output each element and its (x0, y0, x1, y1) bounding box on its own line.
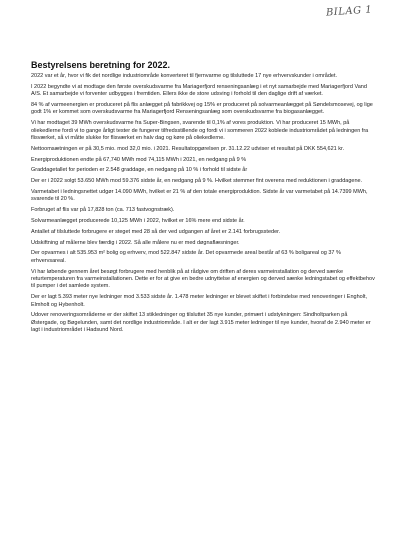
appendix-stamp: BILAG 1 (325, 4, 373, 19)
paragraph-7: Graddagetallet for perioden er 2.548 graddage, en nedgang på 10 % i forhold til sidste år (31, 167, 248, 174)
paragraph-12: Antallet af tilsluttede forbrugere er steget med 28 så der ved udgangen af året er 2.141 forbrugssteder. (31, 228, 281, 235)
paragraph-10: Forbruget af flis var på 17,828 ton (ca. 713 fastvognstræk). (31, 207, 175, 214)
paragraph-15: Vi har løbende gennem året besøgt forbrugere med henblik på at rådgive om driften af deres varmeinstallation og derved sænke returtemperaturen fra varmeinstallationen. Dette er for at give en bedre udnyttelse af energien og derved sænke ledningstabet og effektbehov til pumper i det samlede system. (31, 268, 375, 290)
paragraph-8: Der er i 2022 solgt 53.650 MWh mod 59.376 sidste år, en nedgang på 9 %. Hvilket stemmer fint overens med reduktionen i graddagene. (31, 178, 363, 185)
paragraph-2: I 2022 begyndte vi at modtage den første overskudsvarme fra Mariagerfjord renseningsanlæg i et nyt samarbejde med Mariagerfjord Vand A/S. Et samarbejde vi forventer udbygges i fremtiden. Ellers ikke de store udsving i forhold til den daglige drift af værket. (31, 83, 367, 98)
paragraph-5: Nettoomsætningen er på 30,5 mio. mod 32,0 mio. i 2021. Resultatopgørelsen pr. 31.12.22 udviser et resultat på DKK 554,621 kr. (31, 145, 345, 152)
paragraph-1: 2022 var et år, hvor vi fik det nordlige industriområde konverteret til fjernvarme og tilsluttede 17 nye erhvervskunder i området. (31, 73, 338, 79)
paragraph-6: Energiproduktionen endte på 67,740 MWh mod 74,115 MWh i 2021, en nedgang på 9 % (31, 156, 247, 163)
paragraph-9: Varmetabet i ledningsnettet udgør 14.090 MWh, hvilket er 21 % af den totale energiproduktion. Sidste år var varmetabet på 14.7399 MWh, svarende til 20 %. (31, 189, 368, 203)
paragraph-3: 84 % af varmeenergien er produceret på flis anlægget på fabrikkvej og 15% er produceret på solvarmeanlægget på Søndelsmosevej, og lige godt 1% er kommet som overskudsvarme fra Mariagerfjord Renseningsanlæg som overskudsvarme fra biogasanlægget. (31, 102, 373, 116)
paragraph-4: Vi har modtaget 39 MWh overskudsvarme fra Super-Bingsen, svarende til 0,1% af vores produktion. Vi har produceret 15 MWh, på oliekedlerne fordi vi to gange årligt tester de fungerer tilfredsstillende og fordi vi i sommeren 2022 koblede industriområdet på ledningen fra flisværket, så vi måtte slukke for flisværket en halv dag og køre på oliekedlerne. (31, 120, 369, 142)
paragraph-14: Der opvarmes i alt 535.953 m² bolig og erhverv, mod 522.847 sidste år. Det opvarmede areal består af 63 % boligareal og 37 % erhvervsareal. (31, 250, 341, 264)
paragraph-13: Udskiftning af målerne blev færdig i 2022. Så alle målere nu er med døgnaflæsninger. (31, 239, 240, 246)
paragraph-16: Der er lagt 5.393 meter nye ledninger mod 3.533 sidste år. 1.478 meter ledninger er blevet skiftet i forbindelse med renoveringer i Engholt, Elmholt og Hybenholt. (31, 294, 367, 308)
paragraph-11: Solvarmeanlægget producerede 10,125 MWh i 2022, hvilket er 16% mere end sidste år. (31, 218, 245, 224)
document-title: Bestyrelsens beretning for 2022. (31, 60, 171, 70)
paragraph-17: Udover renoveringsområderne er der skiftet 13 stikledninger og tilsluttet 35 nye kunder, primært i udstykningen: Sindholtparken på Østergade, og Bøgelunden, samt det nordlige industriområde. I alt er der lagt 3.915 meter ledninger til nye kunder, hvoraf de 2.940 meter er lagt i industriområdet i Hadsund Nord. (31, 312, 371, 334)
report-body (31, 73, 375, 338)
